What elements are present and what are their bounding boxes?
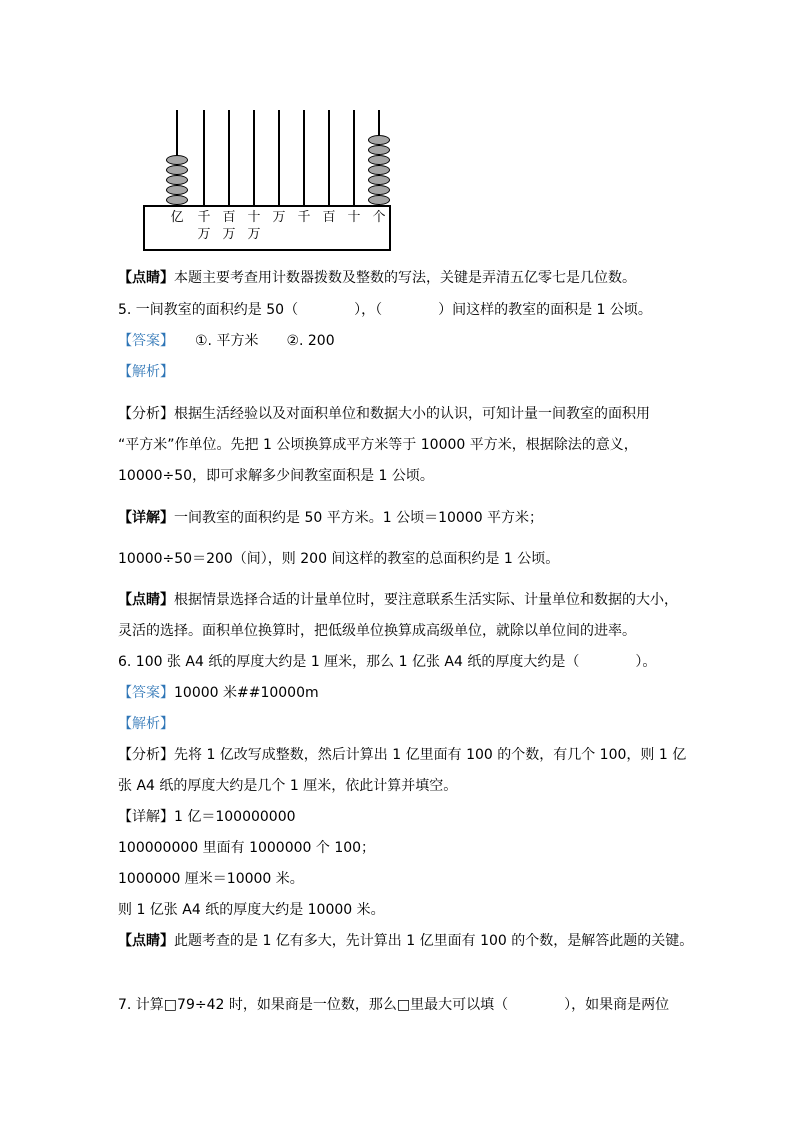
place-label: 千 — [197, 210, 211, 225]
answer-label: 【答案】 — [118, 333, 167, 349]
abacus-rod — [303, 110, 305, 205]
q5-fenxi-line-2: “平方米”作单位。先把 1 公顷换算成平方米等于 10000 平方米，根据除法的意义， — [118, 437, 638, 453]
abacus-rod — [328, 110, 330, 205]
q6-question: 6. 100 张 A4 纸的厚度大约是 1 厘米，那么 1 亿张 A4 纸的厚度大约是（ ）。 — [118, 654, 657, 670]
q5-dianjing-line-2: 灵活的选择。面积单位换算时，把低级单位换算成高级单位，就除以单位间的进率。 — [118, 623, 636, 639]
dianjing-text: 本题主要考查用计数器拨数及整数的写法，关键是弄清五亿零七是几位数。 — [174, 270, 636, 286]
q6-xiangjie-line-2: 100000000 里面有 1000000 个 100； — [118, 840, 376, 856]
place-label: 十 — [347, 210, 361, 225]
xiangjie-text: 1 亿＝100000000 — [174, 809, 296, 825]
abacus-bead — [368, 165, 390, 175]
place-label: 万 — [197, 227, 211, 242]
place-label: 亿 — [170, 210, 184, 225]
fenxi-text: 根据生活经验以及对面积单位和数据大小的认识，可知计量一间教室的面积用 — [174, 406, 650, 422]
q5-fenxi-line-3: 10000÷50，即可求解多少间教室面积是 1 公顷。 — [118, 468, 434, 484]
dianjing-text: 此题考查的是 1 亿有多大，先计算出 1 亿里面有 100 的个数，是解答此题的关键。 — [174, 933, 694, 949]
q6-fenxi-line-2: 张 A4 纸的厚度大约是几个 1 厘米，依此计算并填空。 — [118, 778, 458, 794]
abacus-bead — [368, 145, 390, 155]
place-label: 个 — [372, 210, 386, 225]
abacus-bead — [166, 175, 188, 185]
place-label: 万 — [247, 227, 261, 242]
place-label: 万 — [272, 210, 286, 225]
dianjing-text: 根据情景选择合适的计量单位时，要注意联系生活实际、计量单位和数据的大小， — [174, 592, 678, 608]
abacus-rod — [228, 110, 230, 205]
q6-jiexi-label: 【解析】 — [118, 716, 174, 732]
answer-text: ①. 平方米 ②. 200 — [167, 333, 335, 349]
place-label: 万 — [222, 227, 236, 242]
q5-xiangjie-line-1 — [118, 508, 543, 528]
q5-dianjing-line-1 — [118, 590, 678, 610]
abacus-bead — [166, 155, 188, 165]
q6-dianjing — [118, 931, 693, 951]
q5-xiangjie-line-2: 10000÷50＝200（间），则 200 间这样的教室的总面积约是 1 公顷。 — [118, 551, 560, 567]
abacus-bead — [368, 185, 390, 195]
q5-fenxi-line-1 — [118, 404, 650, 424]
q6-xiangjie-line-1 — [118, 807, 296, 827]
abacus-bead — [368, 155, 390, 165]
xiangjie-label: 【详解】 — [118, 809, 174, 825]
q6-xiangjie-line-4: 则 1 亿张 A4 纸的厚度大约是 10000 米。 — [118, 902, 385, 918]
answer-text: 10000 米##10000m — [174, 685, 319, 701]
fenxi-text: 先将 1 亿改写成整数，然后计算出 1 亿里面有 100 的个数，有几个 100，则 1 亿 — [174, 747, 687, 763]
dianjing-label: 【点睛】 — [118, 270, 174, 286]
place-label: 百 — [222, 210, 236, 225]
q6-answer — [118, 683, 319, 703]
dianjing-label: 【点睛】 — [118, 933, 174, 949]
abacus-bead — [166, 165, 188, 175]
place-label: 千 — [297, 210, 311, 225]
abacus-bead — [368, 195, 390, 205]
xiangjie-label: 【详解】 — [118, 510, 174, 526]
abacus-bead — [166, 185, 188, 195]
abacus-rod — [278, 110, 280, 205]
q4-dianjing — [118, 268, 636, 288]
q7-question: 7. 计算□79÷42 时，如果商是一位数，那么□里最大可以填（ ），如果商是两位 — [118, 997, 670, 1013]
place-label: 十 — [247, 210, 261, 225]
dianjing-label: 【点睛】 — [118, 592, 174, 608]
abacus-bead — [166, 195, 188, 205]
q5-question: 5. 一间教室的面积约是 50（ ），（ ）间这样的教室的面积是 1 公顷。 — [118, 302, 652, 318]
abacus-rod — [203, 110, 205, 205]
fenxi-label: 【分析】 — [118, 747, 174, 763]
abacus-bead — [368, 135, 390, 145]
answer-label: 【答案】 — [118, 685, 174, 701]
q6-fenxi-line-1 — [118, 745, 686, 765]
q6-xiangjie-line-3: 1000000 厘米＝10000 米。 — [118, 871, 304, 887]
q5-answer — [118, 331, 335, 351]
abacus-rod — [353, 110, 355, 205]
abacus-figure — [143, 110, 389, 250]
place-label: 百 — [322, 210, 336, 225]
abacus-rod — [253, 110, 255, 205]
abacus-bead — [368, 175, 390, 185]
xiangjie-text: 一间教室的面积约是 50 平方米。1 公顷＝10000 平方米； — [174, 510, 544, 526]
q5-jiexi-label: 【解析】 — [118, 364, 174, 380]
fenxi-label: 【分析】 — [118, 406, 174, 422]
